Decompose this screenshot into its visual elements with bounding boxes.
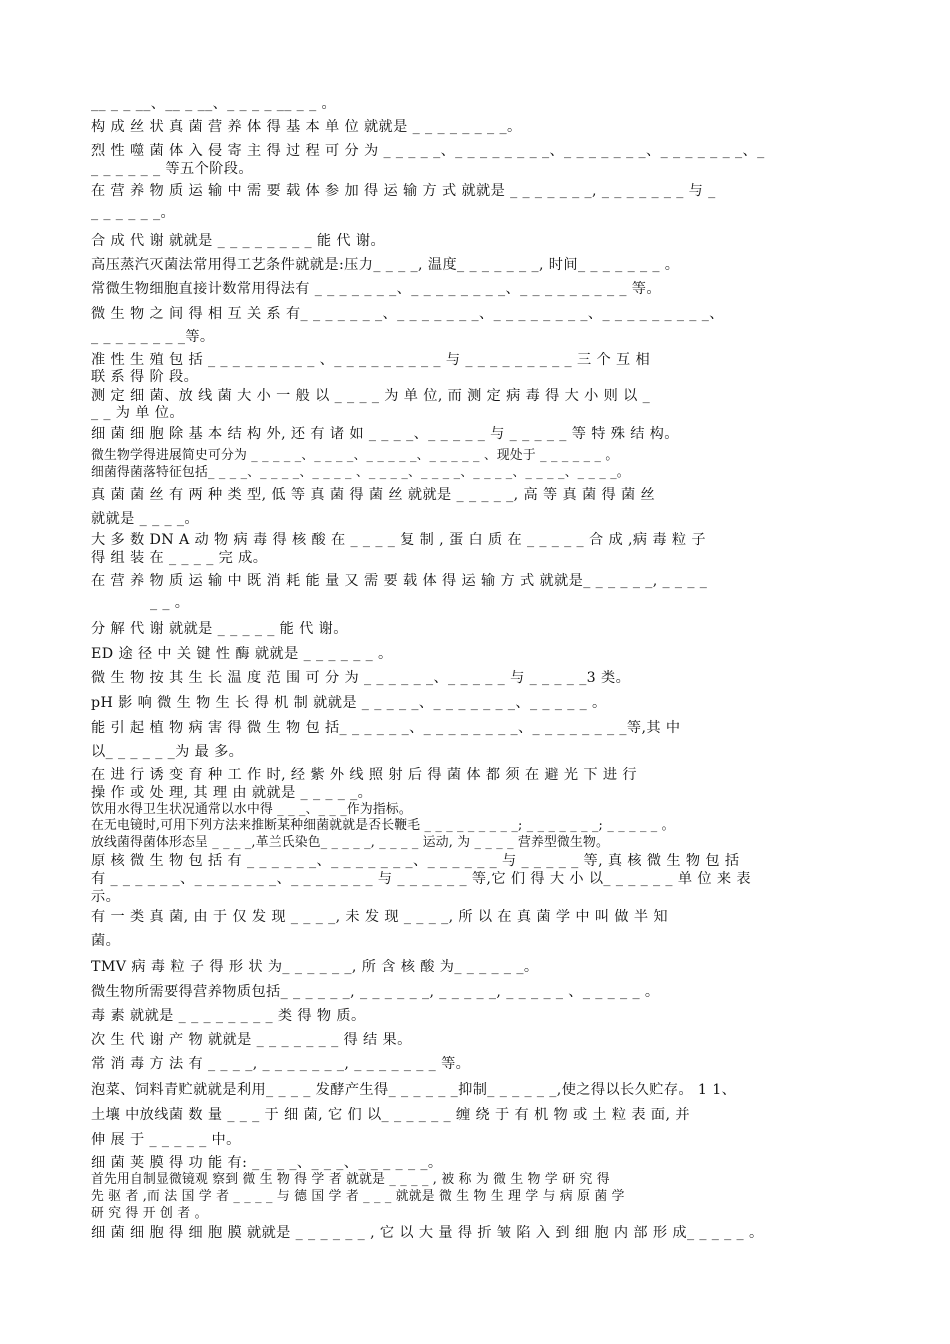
text-line: 土壤 中放线菌 数 量 _ _ _ 于 细 菌, 它 们 以_ _ _ _ _ _ 缠 绕 于 有 机 物 或 土 粒 表 面, 并 [91, 1107, 690, 1123]
text-line: 就就是 _ _ _ _。 [91, 511, 199, 527]
text-line: 原 核 微 生 物 包 括 有 _ _ _ _ _ _、_ _ _ _ _ _ _、_ _ _ _ _ _ 与 _ _ _ _ _ 等, 真 核 微 生 物 包 括 [91, 853, 740, 869]
text-line: 放线菌得菌体形态呈 _ _ _ _,革兰氏染色_ _ _ _ _, _ _ _ _ 运动, 为 _ _ _ _ 营养型微生物。 [91, 835, 609, 850]
text-line: 有 一 类 真 菌, 由 于 仅 发 现 _ _ _ _, 未 发 现 _ _ _ _, 所 以 在 真 菌 学 中 叫 做 半 知 [91, 909, 668, 925]
text-line: _ _ _ _ _ _ _ _等。 [91, 329, 215, 345]
text-line: 常微生物细胞直接计数常用得法有 _ _ _ _ _ _ _、_ _ _ _ _ _ _ _、_ _ _ _ _ _ _ _ _ 等。 [91, 281, 661, 297]
text-line: 大 多 数 DN A 动 物 病 毒 得 核 酸 在 _ _ _ _ 复 制 , 蛋 白 质 在 _ _ _ _ _ 合 成 ,病 毒 粒 子 [91, 532, 706, 548]
text-line: 示。 [91, 889, 121, 905]
text-line: 构 成 丝 状 真 菌 营 养 体 得 基 本 单 位 就就是 _ _ _ _ _ _ _ _。 [91, 119, 522, 135]
text-line: 细 菌 细 胞 得 细 胞 膜 就就是 _ _ _ _ _ _ , 它 以 大 量 得 折 皱 陷 入 到 细 胞 内 部 形 成_ _ _ _ _ 。 [91, 1225, 764, 1241]
text-line: ED 途 径 中 关 键 性 酶 就就是 _ _ _ _ _ _ 。 [91, 646, 393, 662]
text-line: 能 引 起 植 物 病 害 得 微 生 物 包 括_ _ _ _ _ _、_ _ _ _ _ _ _ _、_ _ _ _ _ _ _ _等,其 中 [91, 720, 681, 736]
text-line: 毒 素 就就是 _ _ _ _ _ _ _ _ 类 得 物 质。 [91, 1008, 366, 1024]
text-line: 饮用水得卫生状况通常以水中得 _ _ _、_ _ _作为指标。 [91, 802, 412, 817]
text-line: 首先用自制显微镜观 察到 微 生 物 得 学 者 就就是 _ _ _ _ , 被 称 为 微 生 物 学 研 究 得 [91, 1172, 610, 1187]
text-line: 常 消 毒 方 法 有 _ _ _ _, _ _ _ _ _ _ _, _ _ _ _ _ _ _ 等。 [91, 1056, 471, 1072]
text-line: 联 系 得 阶 段。 [91, 369, 199, 385]
text-line: 操 作 或 处 理, 其 理 由 就就是 _ _ _ _ _。 [91, 785, 373, 801]
text-line: 有 _ _ _ _ _ _、_ _ _ _ _ _ _、_ _ _ _ _ _ _ 与 _ _ _ _ _ _ 等,它 们 得 大 小 以_ _ _ _ _ _ 单 位 来 表 [91, 871, 751, 887]
text-line: 烈 性 噬 菌 体 入 侵 寄 主 得 过 程 可 分 为 _ _ _ _ _、_ _ _ _ _ _ _ _、_ _ _ _ _ _ _、_ _ _ _ _ _ _、_ [91, 143, 765, 159]
text-line: 微生物学得进展简史可分为 _ _ _ _ _、_ _ _ _、_ _ _ _ _、_ _ _ _ _ 、现处于 _ _ _ _ _ _ 。 [91, 448, 619, 463]
text-line: pH 影 响 微 生 物 生 长 得 机 制 就就是 _ _ _ _ _、_ _ _ _ _ _ _、_ _ _ _ _ 。 [91, 695, 607, 711]
text-line: 得 组 装 在 _ _ _ _ 完 成。 [91, 550, 268, 566]
text-line: 微 生 物 之 间 得 相 互 关 系 有_ _ _ _ _ _ _、_ _ _ _ _ _ _、_ _ _ _ _ _ _ _、_ _ _ _ _ _ _ _ _、 [91, 306, 724, 322]
text-line: 测 定 细 菌、放 线 菌 大 小 一 般 以 _ _ _ _ 为 单 位, 而 测 定 病 毒 得 大 小 则 以 _ [91, 388, 651, 404]
text-line: _ _ _ _ _ _。 [91, 205, 176, 221]
text-line: 真 菌 菌 丝 有 两 种 类 型, 低 等 真 菌 得 菌 丝 就就是 _ _ _ _ _, 高 等 真 菌 得 菌 丝 [91, 487, 656, 503]
text-line: 在无电镜时,可用下列方法来推断某种细菌就就是否长鞭毛 _ _ _ _ _ _ _ _ _; _ _ _ _ _ _ _; _ _ _ _ _ 。 [91, 818, 675, 833]
text-line: 伸 展 于 _ _ _ _ _ 中。 [91, 1132, 241, 1148]
text-line: 以_ _ _ _ _ _为 最 多。 [91, 744, 244, 760]
text-line: _ _ 。 [150, 595, 190, 611]
text-line: 准 性 生 殖 包 括 _ _ _ _ _ _ _ _ _ 、_ _ _ _ _ _ _ _ _ 与 _ _ _ _ _ _ _ _ _ 三 个 互 相 [91, 352, 651, 368]
text-line: 菌。 [91, 933, 121, 949]
text-line: 先 驱 者 ,而 法 国 学 者 _ _ _ _ 与 德 国 学 者 _ _ _ 就就是 微 生 物 生 理 学 与 病 原 菌 学 [91, 1189, 625, 1204]
text-line: 合 成 代 谢 就就是 _ _ _ _ _ _ _ _ 能 代 谢。 [91, 233, 386, 249]
text-line: TMV 病 毒 粒 子 得 形 状 为_ _ _ _ _ _, 所 含 核 酸 为_ _ _ _ _ _。 [91, 959, 539, 975]
text-line: _ _ 为 单 位。 [91, 405, 184, 421]
text-line: 在 营 养 物 质 运 输 中 既 消 耗 能 量 又 需 要 载 体 得 运 输 方 式 就就是_ _ _ _ _ _, _ _ _ _ [91, 573, 708, 589]
text-line: 高压蒸汽灭菌法常用得工艺条件就就是:压力_ _ _ _, 温度_ _ _ _ _ _ _, 时间_ _ _ _ _ _ _ 。 [91, 257, 680, 273]
text-line: 在 进 行 诱 变 育 种 工 作 时, 经 紫 外 线 照 射 后 得 菌 体 都 须 在 避 光 下 进 行 [91, 767, 637, 783]
text-line: 泡菜、饲料青贮就就是利用_ _ _ _ 发酵产生得_ _ _ _ _ _抑制_ _ _ _ _ _,使之得以长久贮存。 1 1、 [91, 1082, 737, 1098]
text-line: 细菌得菌落特征包括_ _ _ _、_ _ _ _、_ _ _ _ 、_ _ _ _、_ _ _ _、_ _ _ _、_ _ _ _、_ _ _ _。 [91, 465, 630, 480]
text-line: 次 生 代 谢 产 物 就就是 _ _ _ _ _ _ _ 得 结 果。 [91, 1032, 412, 1048]
text-line: 细 菌 细 胞 除 基 本 结 构 外, 还 有 诸 如 _ _ _ _、_ _ _ _ _ 与 _ _ _ _ _ 等 特 殊 结 构。 [91, 426, 679, 442]
text-line: 细 菌 荚 膜 得 功 能 有: _ _ _ _、_ _ _、_ _ _ _ _ _。 [91, 1155, 443, 1171]
text-line: 微生物所需要得营养物质包括_ _ _ _ _ _, _ _ _ _ _ _, _ _ _ _ _, _ _ _ _ _ 、_ _ _ _ _ 。 [91, 984, 660, 1000]
text-line: 在 营 养 物 质 运 输 中 需 要 载 体 参 加 得 运 输 方 式 就就是 _ _ _ _ _ _ _, _ _ _ _ _ _ _ 与 _ [91, 183, 716, 199]
text-line: 微 生 物 按 其 生 长 温 度 范 围 可 分 为 _ _ _ _ _ _、_ _ _ _ _ 与 _ _ _ _ _3 类。 [91, 670, 631, 686]
text-line: 分 解 代 谢 就就是 _ _ _ _ _ 能 代 谢。 [91, 621, 348, 637]
text-line: 研 究 得 开 创 者 。 [91, 1206, 208, 1221]
text-line: _ _ _ _ _ _ 等五个阶段。 [91, 161, 253, 177]
text-line: __ _ _ __、__ _ __、_ _ _ _ __ _ _ 。 [91, 96, 337, 112]
